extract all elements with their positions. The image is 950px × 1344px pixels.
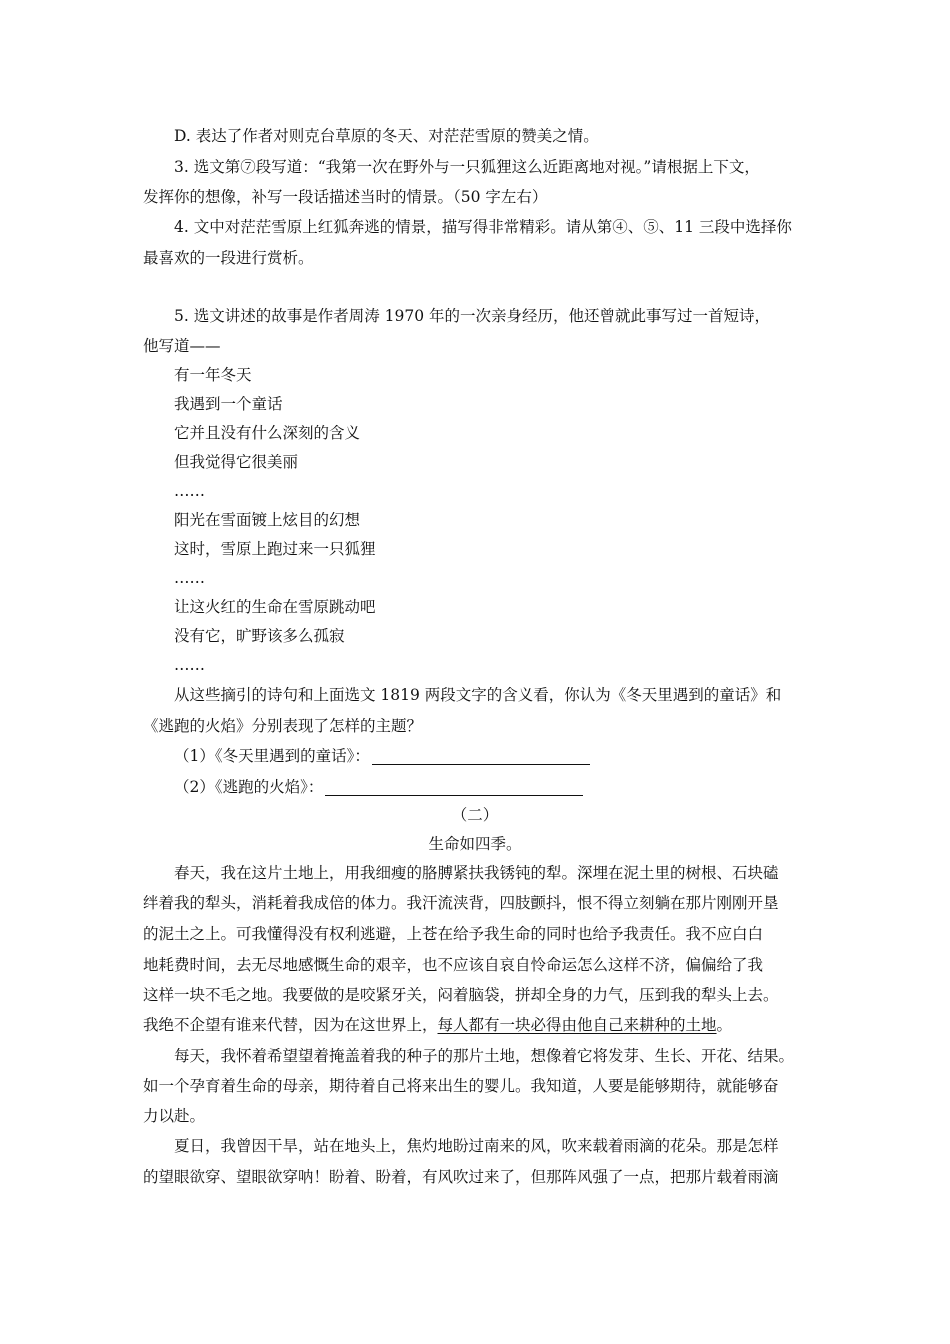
answer-label-1: （1）《冬天里遇到的童话》： xyxy=(174,747,370,765)
q3-line-2: 发挥你的想像，补写一段话描述当时的情景。（50 字左右） xyxy=(143,188,548,206)
paragraph-line: 的泥土之上。可我懂得没有权利逃避，上苍在给予我生命的同时也给予我责任。我不应白白 xyxy=(143,925,764,943)
paragraph-line: 绊着我的犁头，消耗着我成倍的体力。我汗流浃背，四肢颤抖，恨不得立刻躺在那片刚刚开垦 xyxy=(143,894,779,912)
answer-row-2 xyxy=(174,777,583,797)
q3-line-1: 3. 选文第⑦段写道：“我第一次在野外与一只狐狸这么近距离地对视。”请根据上下文， xyxy=(174,158,760,176)
answer-row-1 xyxy=(174,746,590,766)
poem-line: 阳光在雪面镀上炫目的幻想 xyxy=(174,511,361,529)
q5-line-2: 他写道—— xyxy=(143,337,221,355)
answer-blank-2[interactable] xyxy=(325,779,583,796)
paragraph-line: 的望眼欲穿、望眼欲穿呐！盼着、盼着，有风吹过来了，但那阵风强了一点，把那片载着雨滴 xyxy=(143,1168,779,1186)
q5-prompt-line-2: 《逃跑的火焰》分别表现了怎样的主题？ xyxy=(143,717,423,735)
article-title: 生命如四季。 xyxy=(428,835,522,853)
poem-line: 这时，雪原上跑过来一只狐狸 xyxy=(174,540,376,558)
answer-label-2: （2）《逃跑的火焰》： xyxy=(174,778,324,796)
poem-line: 我遇到一个童话 xyxy=(174,395,283,413)
poem-ellipsis: …… xyxy=(174,569,205,587)
poem-ellipsis: …… xyxy=(174,482,205,500)
paragraph-line: 每天，我怀着希望望着掩盖着我的种子的那片土地，想像着它将发芽、生长、开花、结果。 xyxy=(174,1047,795,1065)
section-heading: （二） xyxy=(451,806,499,824)
poem-line: 让这火红的生命在雪原跳动吧 xyxy=(174,598,376,616)
q5-line-1: 5. 选文讲述的故事是作者周涛 1970 年的一次亲身经历，他还曾就此事写过一首短诗， xyxy=(174,307,771,325)
poem-line: 它并且没有什么深刻的含义 xyxy=(174,424,361,442)
poem-ellipsis: …… xyxy=(174,656,205,674)
answer-blank-1[interactable] xyxy=(372,748,590,765)
paragraph-line: 地耗费时间，去无尽地感慨生命的艰辛，也不应该自哀自怜命运怎么这样不济，偏偏给了我 xyxy=(143,956,764,974)
poem-line: 有一年冬天 xyxy=(174,366,252,384)
sentence-text: 我绝不企望有谁来代替，因为在这世界上， xyxy=(143,1016,438,1034)
paragraph-line: 这样一块不毛之地。我要做的是咬紧牙关，闷着脑袋，拼却全身的力气，压到我的犁头上去。 xyxy=(143,986,779,1004)
underlined-sentence: 每人都有一块必得由他自己来耕种的土地 xyxy=(437,1016,717,1034)
q4-line-1: 4. 文中对茫茫雪原上红狐奔逃的情景，描写得非常精彩。请从第④、⑤、11 三段中选择你 xyxy=(174,218,792,236)
q5-prompt-line-1: 从这些摘引的诗句和上面选文 1819 两段文字的含义看，你认为《冬天里遇到的童话》和 xyxy=(174,686,782,704)
q2-option-d: D. 表达了作者对则克台草原的冬天、对茫茫雪原的赞美之情。 xyxy=(174,127,599,145)
poem-line: 但我觉得它很美丽 xyxy=(174,453,299,471)
paragraph-line: 春天，我在这片土地上，用我细瘦的胳膊紧扶我锈钝的犁。深埋在泥土里的树根、石块磕 xyxy=(174,864,779,882)
sentence-end: 。 xyxy=(716,1016,733,1034)
paragraph-line: 夏日，我曾因干旱，站在地头上，焦灼地盼过南来的风，吹来载着雨滴的花朵。那是怎样 xyxy=(174,1137,779,1155)
poem-line: 没有它，旷野该多么孤寂 xyxy=(174,627,345,645)
q4-line-2: 最喜欢的一段进行赏析。 xyxy=(143,249,314,267)
paragraph-line: 力以赴。 xyxy=(143,1107,206,1125)
paragraph-line: 如一个孕育着生命的母亲，期待着自己将来出生的婴儿。我知道，人要是能够期待，就能够奋 xyxy=(143,1077,779,1095)
paragraph-line-last xyxy=(143,1015,732,1035)
